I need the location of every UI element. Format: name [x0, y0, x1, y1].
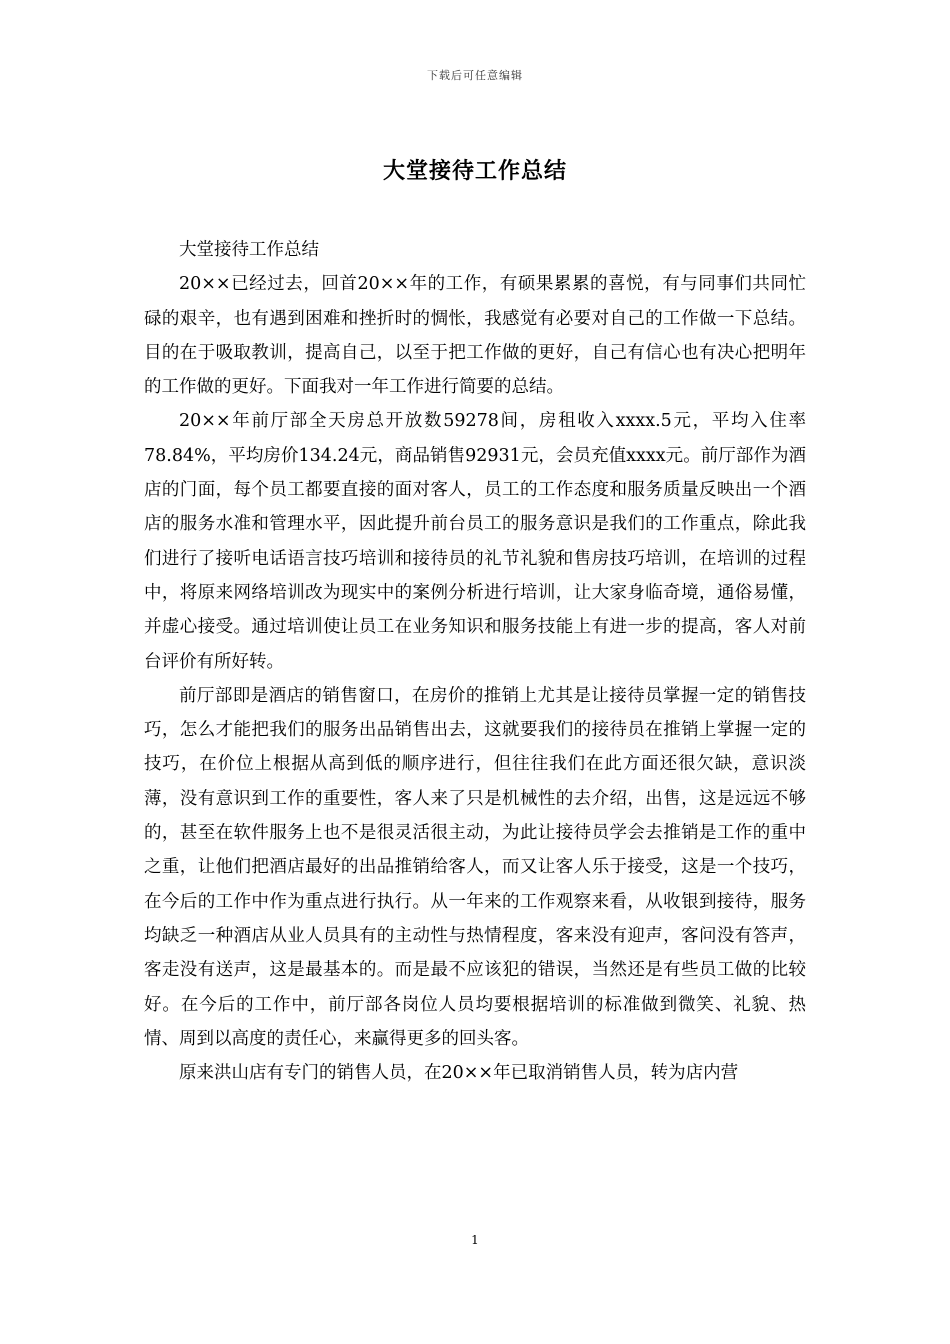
paragraph-sales-staff: 原来洪山店有专门的销售人员，在20××年已取消销售人员，转为店内营	[179, 1063, 739, 1084]
paragraph-statistics: 20××年前厅部全天房总开放数59278间，房租收入xxxx.5元，平均入住率78.84%，平均房价134.24元，商品销售92931元，会员充值xxxx元。前厅部作为酒店的门面，每个员工都要直接的面对客人，员工的工作态度和服务质量反映出一个酒店的服务水准和管理水平，因此提升前台员工的服务意识是我们的工作重点，除此我们进行了接听电话语言技巧培训和接待员的礼节礼貌和售房技巧培训，在培训的过程中，将原来网络培训改为现实中的案例分析进行培训，让大家身临奇境，通俗易懂，并虚心接受。通过培训使让员工在业务知识和服务技能上有进一步的提高，客人对前台评价有所好转。	[144, 411, 806, 672]
document-title: 大堂接待工作总结	[382, 158, 567, 184]
paragraph-intro: 20××已经过去，回首20××年的工作，有硕果累累的喜悦，有与同事们共同忙碌的艰辛，也有遇到困难和挫折时的惆怅，我感觉有必要对自己的工作做一下总结。目的在于吸取教训，提高自己，以至于把工作做的更好，自己有信心也有决心把明年的工作做的更好。下面我对一年工作进行简要的总结。	[144, 274, 806, 398]
paragraph-sales-skills: 前厅部即是酒店的销售窗口，在房价的推销上尤其是让接待员掌握一定的销售技巧，怎么才能把我们的服务出品销售出去，这就要我们的接待员在推销上掌握一定的技巧，在价位上根据从高到低的顺序进行，但往往我们在此方面还很欠缺，意识淡薄，没有意识到工作的重要性，客人来了只是机械性的去介绍，出售，这是远远不够的，甚至在软件服务上也不是很灵活很主动，为此让接待员学会去推销是工作的重中之重，让他们把酒店最好的出品推销给客人，而又让客人乐于接受，这是一个技巧，在今后的工作中作为重点进行执行。从一年来的工作观察来看，从收银到接待，服务均缺乏一种酒店从业人员具有的主动性与热情程度，客来没有迎声，客问没有答声，客走没有送声，这是最基本的。而是最不应该犯的错误，当然还是有些员工做的比较好。在今后的工作中，前厅部各岗位人员均要根据培训的标准做到微笑、礼貌、热情、周到以高度的责任心，来赢得更多的回头客。	[144, 685, 806, 1049]
page-number: 1	[471, 1233, 479, 1247]
paragraph-subtitle: 大堂接待工作总结	[179, 240, 319, 260]
header-note: 下载后可任意编辑	[427, 69, 523, 82]
document-body	[144, 233, 806, 1090]
